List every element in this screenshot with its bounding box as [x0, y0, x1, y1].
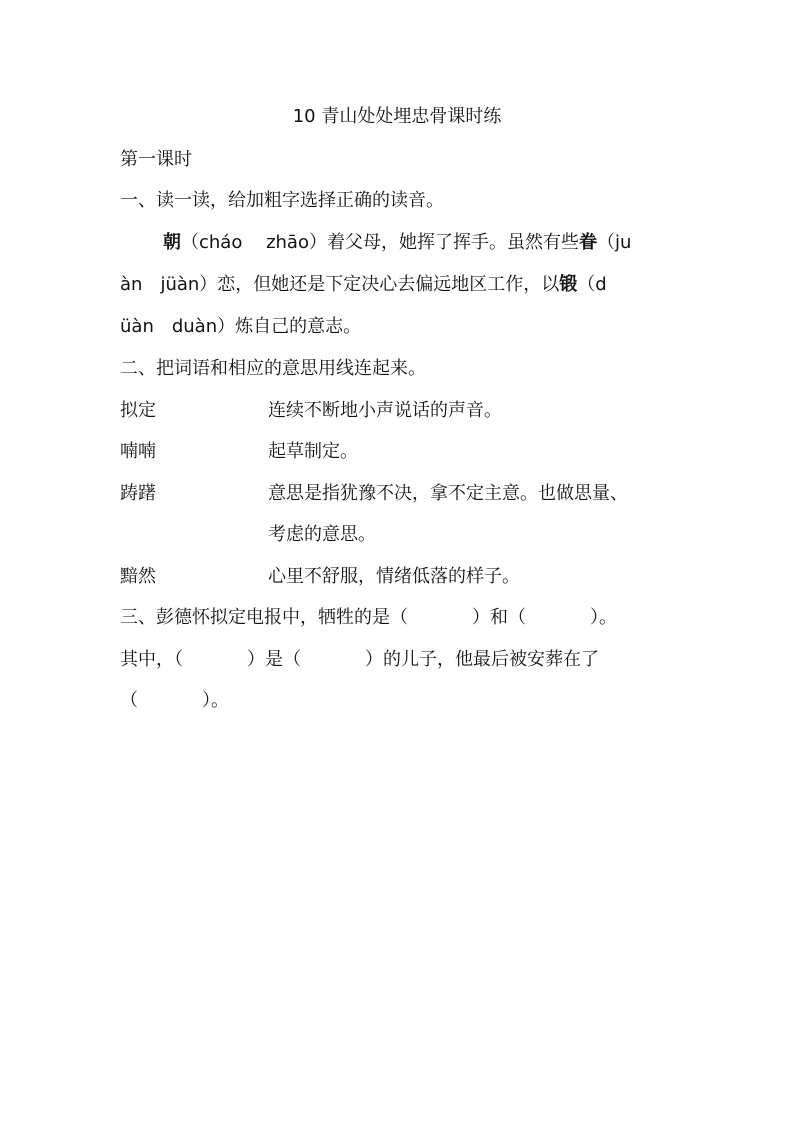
question-2-heading: 二、把词语和相应的意思用线连起来。	[120, 358, 426, 379]
question-1-line-2	[120, 272, 607, 298]
question-3-line-2	[120, 647, 599, 673]
question-3-line-1-text-a: 三、彭德怀拟定电报中，牺牲的是（	[120, 607, 408, 628]
question-3-line-2-text-b: ）是（	[247, 649, 301, 670]
question-3-line-3-text-a: （	[120, 690, 138, 711]
question-1-line-2-text-a: àn jüàn）恋，但她还是下定决心去偏远地区工作，以	[120, 274, 560, 295]
match-word-4: 黯然	[120, 566, 156, 587]
question-3-line-1-text-b: ）和（	[472, 607, 526, 628]
question-3-line-1-text-c: ）。	[590, 607, 617, 628]
question-1-line-3: üàn duàn）炼自己的意志。	[120, 316, 362, 337]
question-3-line-1	[120, 605, 617, 631]
question-1-line-1-text-b: （ju	[596, 232, 632, 253]
lesson-label: 第一课时	[120, 149, 192, 170]
match-meaning-3-continued: 考虑的意思。	[268, 524, 376, 545]
match-word-1: 拟定	[120, 400, 156, 421]
match-meaning-1: 连续不断地小声说话的声音。	[268, 400, 502, 421]
question-3-line-2-text-a: 其中，（	[120, 649, 183, 670]
match-meaning-4: 心里不舒服，情绪低落的样子。	[268, 566, 520, 587]
question-1-line-2-text-b: （d	[577, 274, 607, 295]
page-title: 10 青山处处埋忠骨课时练	[292, 106, 502, 127]
question-3-line-3	[120, 688, 229, 714]
bold-char-duan: 锻	[559, 274, 578, 295]
question-3-line-2-text-c: ）的儿子，他最后被安葬在了	[365, 649, 599, 670]
question-1-line-1-text-a: （cháo zhāo）着父母，她挥了挥手。虽然有些	[181, 232, 579, 253]
question-1-heading: 一、读一读，给加粗字选择正确的读音。	[120, 190, 444, 211]
question-3-line-3-text-b: ）。	[202, 690, 229, 711]
match-word-3: 踌躇	[120, 483, 156, 504]
match-meaning-2: 起草制定。	[268, 441, 358, 462]
bold-char-juan: 眷	[578, 232, 597, 253]
question-1-line-1	[163, 230, 631, 256]
match-meaning-3: 意思是指犹豫不决，拿不定主意。也做思量、	[268, 483, 628, 504]
match-word-2: 喃喃	[120, 441, 156, 462]
bold-char-chao: 朝	[163, 232, 181, 253]
